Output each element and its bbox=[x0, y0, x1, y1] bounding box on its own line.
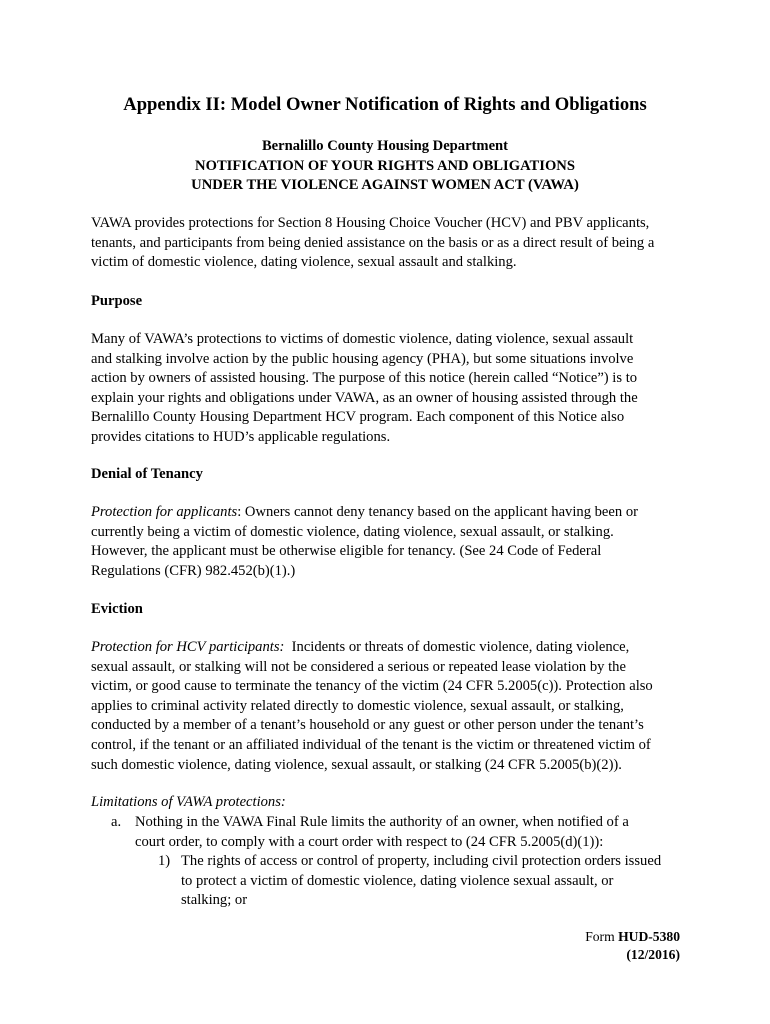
purpose-line: explain your rights and obligations under VAWA, as an owner of housing assisted through the bbox=[91, 389, 638, 406]
hcv-protection-label: Protection for HCV participants: bbox=[91, 639, 285, 655]
organization-name: Bernalillo County Housing Department bbox=[261, 138, 509, 154]
limitation-1-line: to protect a victim of domestic violence, dating violence sexual assault, or bbox=[181, 872, 614, 889]
form-number-line bbox=[585, 928, 680, 946]
purpose-heading: Purpose bbox=[91, 293, 143, 309]
eviction-paragraph bbox=[91, 638, 691, 775]
limitations-heading: Limitations of VAWA protections: bbox=[91, 794, 286, 810]
limitation-a-line: Nothing in the VAWA Final Rule limits the authority of an owner, when notified of a bbox=[135, 814, 629, 830]
denial-line: However, the applicant must be otherwise eligible for tenancy. (See 24 Code of Federal bbox=[91, 543, 602, 560]
notification-heading: NOTIFICATION OF YOUR RIGHTS AND OBLIGATIONS bbox=[195, 158, 575, 174]
eviction-line: applies to criminal activity related directly to domestic violence, sexual assault, or stalking, bbox=[91, 697, 624, 714]
denial-line: Regulations (CFR) 982.452(b)(1).) bbox=[91, 562, 296, 579]
form-date: (12/2016) bbox=[626, 947, 680, 962]
denial-first-line bbox=[91, 503, 691, 523]
intro-line: VAWA provides protections for Section 8 Housing Choice Voucher (HCV) and PBV applicants, bbox=[91, 215, 650, 231]
eviction-line: sexual assault, or stalking will not be considered a serious or repeated lease violation by the bbox=[91, 658, 626, 675]
purpose-line: Many of VAWA’s protections to victims of domestic violence, dating violence, sexual assault bbox=[91, 331, 634, 347]
limitation-item-1 bbox=[181, 852, 681, 911]
purpose-line: action by owners of assisted housing. The purpose of this notice (herein called “Notice”) is to bbox=[91, 370, 638, 387]
form-number: HUD-5380 bbox=[618, 929, 680, 944]
eviction-line: such domestic violence, dating violence, sexual assault, or stalking (24 CFR 5.2005(b)(2)). bbox=[91, 756, 622, 773]
form-footer bbox=[585, 928, 680, 964]
limitation-1-line: stalking; or bbox=[181, 892, 248, 909]
form-prefix: Form bbox=[585, 929, 619, 944]
eviction-line: conducted by a member of a tenant’s household or any guest or other person under the tenant’s bbox=[91, 717, 644, 734]
denial-line: currently being a victim of domestic violence, dating violence, sexual assault, or stalking. bbox=[91, 523, 614, 540]
limitation-a-line: court order, to comply with a court order with respect to (24 CFR 5.2005(d)(1)): bbox=[135, 833, 604, 850]
purpose-line: provides citations to HUD’s applicable regulations. bbox=[91, 428, 391, 445]
intro-line: tenants, and participants from being denied assistance on the basis or as a direct result of being a bbox=[91, 234, 655, 251]
intro-paragraph bbox=[91, 214, 691, 273]
eviction-line: victim, or good cause to terminate the tenancy of the victim (24 CFR 5.2005(c)). Protection also bbox=[91, 678, 653, 695]
document-title: Appendix II: Model Owner Notification of Rights and Obligations bbox=[123, 94, 647, 115]
eviction-first-line bbox=[91, 638, 691, 658]
denial-paragraph bbox=[91, 503, 691, 581]
denial-heading: Denial of Tenancy bbox=[91, 466, 203, 482]
eviction-line: control, if the tenant or an affiliated individual of the tenant is the victim or threatened victim of bbox=[91, 736, 651, 753]
limitation-1-line: The rights of access or control of property, including civil protection orders issued bbox=[181, 853, 662, 869]
purpose-paragraph bbox=[91, 330, 691, 448]
eviction-heading: Eviction bbox=[91, 601, 143, 617]
applicant-protection-label: Protection for applicants bbox=[91, 504, 238, 520]
purpose-line: and stalking involve action by the public housing agency (PHA), but some situations involve bbox=[91, 350, 634, 367]
limitation-item-a bbox=[135, 813, 695, 852]
vawa-heading: UNDER THE VIOLENCE AGAINST WOMEN ACT (VAWA) bbox=[191, 177, 579, 193]
purpose-line: Bernalillo County Housing Department HCV program. Each component of this Notice also bbox=[91, 409, 625, 426]
list-marker-a: a. bbox=[111, 814, 122, 830]
intro-line: victim of domestic violence, dating violence, sexual assault and stalking. bbox=[91, 254, 517, 271]
list-marker-1: 1) bbox=[158, 853, 171, 869]
form-date-line bbox=[585, 946, 680, 964]
eviction-lead-text: Incidents or threats of domestic violence, dating violence, bbox=[284, 639, 630, 655]
denial-lead-text: : Owners cannot deny tenancy based on the applicant having been or bbox=[237, 504, 638, 520]
